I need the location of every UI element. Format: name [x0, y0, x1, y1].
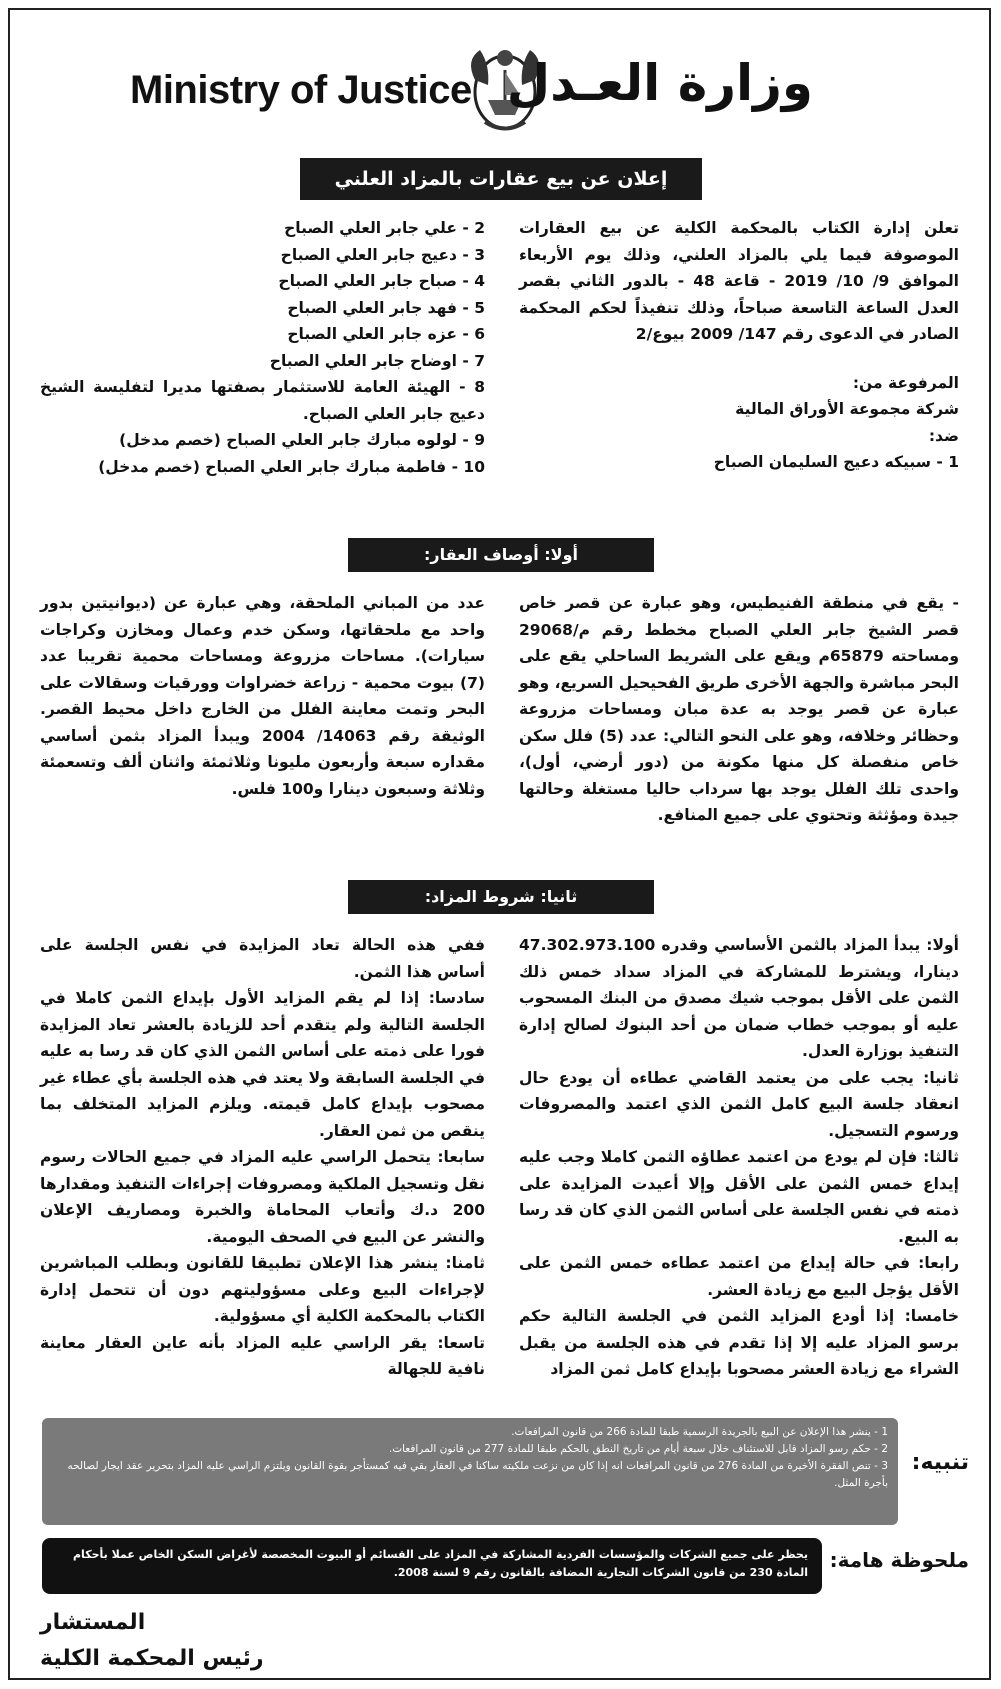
defendant-8: 8 - الهيئة العامة للاستثمار بصفتها مديرا لتفليسة الشيخ دعيج جابر العلي الصباح.: [40, 378, 485, 423]
section2-right-column: [519, 932, 959, 1383]
condition-5-cont: ففي هذه الحالة تعاد المزايدة في نفس الجلسة على أساس هذا الثمن.: [40, 936, 485, 981]
notice-item-2: 2 - حكم رسو المزاد قابل للاستئناف خلال سبعة أيام من تاريخ النطق بالحكم طبقا للمادة 277 من قانون المرافعات.: [388, 1443, 888, 1455]
intro-right-column: [519, 215, 959, 476]
header: [10, 30, 993, 140]
signature-title: المستشار: [40, 1610, 146, 1635]
ministry-title-arabic: وزارة العـدل: [506, 54, 813, 112]
defendant-6: 6 - عزه جابر العلي الصباح: [287, 325, 485, 343]
defendant-5: 5 - فهد جابر العلي الصباح: [287, 298, 485, 317]
condition-8: ثامنا: ينشر هذا الإعلان تطبيقا للقانون وبطلب المباشرين لإجراءات البيع وعلى مسؤوليتهم دون أن تتحمل إدارة الكتاب بالمحكمة الكلية أي مسؤولية.: [40, 1254, 485, 1325]
section2-title: ثانيا: شروط المزاد:: [424, 887, 578, 906]
section1-left-text: عدد من المباني الملحقة، وهي عبارة عن (ديوانيتين بدور واحد مع ملحقاتها، وسكن خدم وعمال ومخازن وكراجات سيارات). مساحات مزروعة ومساحات محمية تقريبا عدد (7) بيوت محمية - زراعة خضراوات وورقيات وسقالات على البحر وتمت معاينة الفلل من الخارج داخل محيط القصر. الوثيقة رقم 14063/ 2004 ويبدأ المزاد بثمن أساسي مقداره سبعة وأربعون مليونا وثلاثمئة واثنان ألف وتسعمئة وثلاثة وسبعون دينارا و100 فلس.: [40, 594, 485, 798]
condition-7: سابعا: يتحمل الراسي عليه المزاد في جميع الحالات رسوم نقل وتسجيل الملكية ومصروفات إجراءات التنفيذ ومقدارها 200 د.ك وأتعاب المحاماة والخبرة ومصاريف الإعلان والنشر عن البيع في الصحف اليومية.: [40, 1148, 485, 1246]
filed-by: شركة مجموعة الأوراق المالية: [735, 400, 959, 418]
signature-role: رئيس المحكمة الكلية: [40, 1646, 264, 1671]
notice-label: تنبيه:: [911, 1450, 969, 1475]
defendant-1: 1 - سبيكه دعيج السليمان الصباح: [713, 453, 959, 471]
filed-by-label: المرفوعة من:: [852, 373, 959, 392]
section1-right-column: [519, 590, 959, 829]
against-label: ضد:: [928, 426, 959, 445]
notice-item-3: 3 - تنص الفقرة الأخيرة من المادة 276 من قانون المرافعات انه إذا كان من نزعت ملكيته ساكنا في العقار بقي فيه كمستأجر بقوة القانون ويلتزم الراسي عليه المزاد بتحرير عقد ايجار لصالحه بأجرة المثل.: [67, 1460, 888, 1489]
important-note-text: يحظر على جميع الشركات والمؤسسات الفردية المشاركة في المزاد على القسائم أو البيوت المخصصة لأغراض السكن الخاص عملا بأحكام المادة 230 من قانون الشركات التجارية المضافة بالقانون رقم 9 لسنة 2008.: [73, 1548, 808, 1579]
intro-text: تعلن إدارة الكتاب بالمحكمة الكلية عن بيع العقارات الموصوفة فيما يلي بالمزاد العلني، وذلك يوم الأربعاء الموافق 9/ 10/ 2019 - قاعة 48 - بالدور الثاني بقصر العدل الساعة التاسعة صباحاً، وذلك تنفيذاً لحكم المحكمة الصادر في الدعوى رقم 147/ 2009 بيوع/2: [519, 219, 959, 343]
section1-right-text: - يقع في منطقة الفنيطيس، وهو عبارة عن قصر خاص قصر الشيخ جابر العلي الصباح مخطط رقم م/29068 ومساحته 65879م ويقع على الشريط الساحلي يقع على البحر مباشرة والجهة الأخرى طريق الفحيحيل السريع، وهو عبارة عن قصر يوجد به عدة مبان ومساحات مزروعة وحظائر وخلافه، وهو على النحو التالي: عدد (5) فلل سكن خاص منفصلة كل منها مكونة من (دور أرضي، أول)، واحدى تلك الفلل يوجد بها سرداب حاليا مستغلة وحالتها جيدة ومؤثثة وتحتوي على جميع المنافع.: [519, 594, 959, 824]
intro-left-column: [40, 215, 485, 480]
notice-box: [42, 1418, 898, 1525]
main-title-banner: [300, 158, 702, 200]
condition-1: أولا: يبدأ المزاد بالثمن الأساسي وقدره 47.302.973.100 دينارا، ويشترط للمشاركة في المزاد سداد خمس ذلك الثمن على الأقل بموجب شيك مصدق من البنك المسحوب عليه أو بموجب خطاب ضمان من أحد البنوك لصالح إدارة التنفيذ بوزارة العدل.: [519, 936, 959, 1060]
section1-banner: [348, 538, 654, 572]
defendant-2: 2 - علي جابر العلي الصباح: [284, 219, 485, 237]
main-title: إعلان عن بيع عقارات بالمزاد العلني: [334, 168, 668, 190]
condition-9: تاسعا: يقر الراسي عليه المزاد بأنه عاين العقار معاينة نافية للجهالة: [40, 1333, 485, 1378]
section2-left-column: [40, 932, 485, 1383]
defendant-4: 4 - صباح جابر العلي الصباح: [278, 272, 485, 290]
notice-item-1: 1 - ينشر هذا الإعلان عن البيع بالجريدة الرسمية طبقا للمادة 266 من قانون المرافعات.: [511, 1426, 888, 1438]
defendant-3: 3 - دعيج جابر العلي الصباح: [280, 245, 485, 264]
condition-3: ثالثا: فإن لم يودع من اعتمد عطاؤه الثمن كاملا وجب عليه إيداع خمس الثمن على الأقل وإلا أعيدت المزايدة على ذمته في نفس الجلسة على أساس الثمن الذي كان قد رسا به البيع.: [519, 1148, 959, 1246]
condition-5: خامسا: إذا أودع المزايد الثمن في الجلسة التالية حكم برسو المزاد عليه إلا إذا تقدم في هذه الجلسة من يقبل الشراء مع زيادة العشر مصحوبا بإيداع كامل ثمن المزاد: [519, 1307, 959, 1378]
section1-title: أولا: أوصاف العقار:: [423, 545, 579, 564]
important-note-label: ملحوظة هامة:: [829, 1548, 969, 1572]
important-note-box: [42, 1538, 822, 1594]
condition-4: رابعا: في حالة إيداع من اعتمد عطاءه خمس الثمن على الأقل يؤجل البيع مع زيادة العشر.: [519, 1254, 959, 1299]
defendant-9: 9 - لولوه مبارك جابر العلي الصباح (خصم مدخل): [119, 431, 485, 449]
condition-2: ثانيا: يجب على من يعتمد القاضي عطاءه أن يودع حال انعقاد جلسة البيع كامل الثمن الذي اعتمد والمصروفات ورسوم التسجيل.: [519, 1068, 959, 1140]
condition-6: سادسا: إذا لم يقم المزايد الأول بإيداع الثمن كاملا في الجلسة التالية ولم يتقدم أحد للزيادة بالعشر تعاد المزايدة فورا على ذمته على أساس الثمن الذي كان قد رسا به عليه في الجلسة السابقة ولا يعتد في هذه الجلسة بأي عطاء غير مصحوب بإيداع كامل قيمته. ويلزم المزايد المتخلف بما ينقص من ثمن العقار.: [40, 989, 485, 1140]
defendant-7: 7 - اوضاح جابر العلي الصباح: [269, 351, 485, 370]
section2-banner: [348, 880, 654, 914]
ministry-title-english: Ministry of Justice: [130, 68, 472, 112]
defendant-10: 10 - فاطمة مبارك جابر العلي الصباح (خصم مدخل): [98, 457, 485, 476]
announcement-frame: [8, 8, 991, 1680]
section1-left-column: [40, 590, 485, 802]
